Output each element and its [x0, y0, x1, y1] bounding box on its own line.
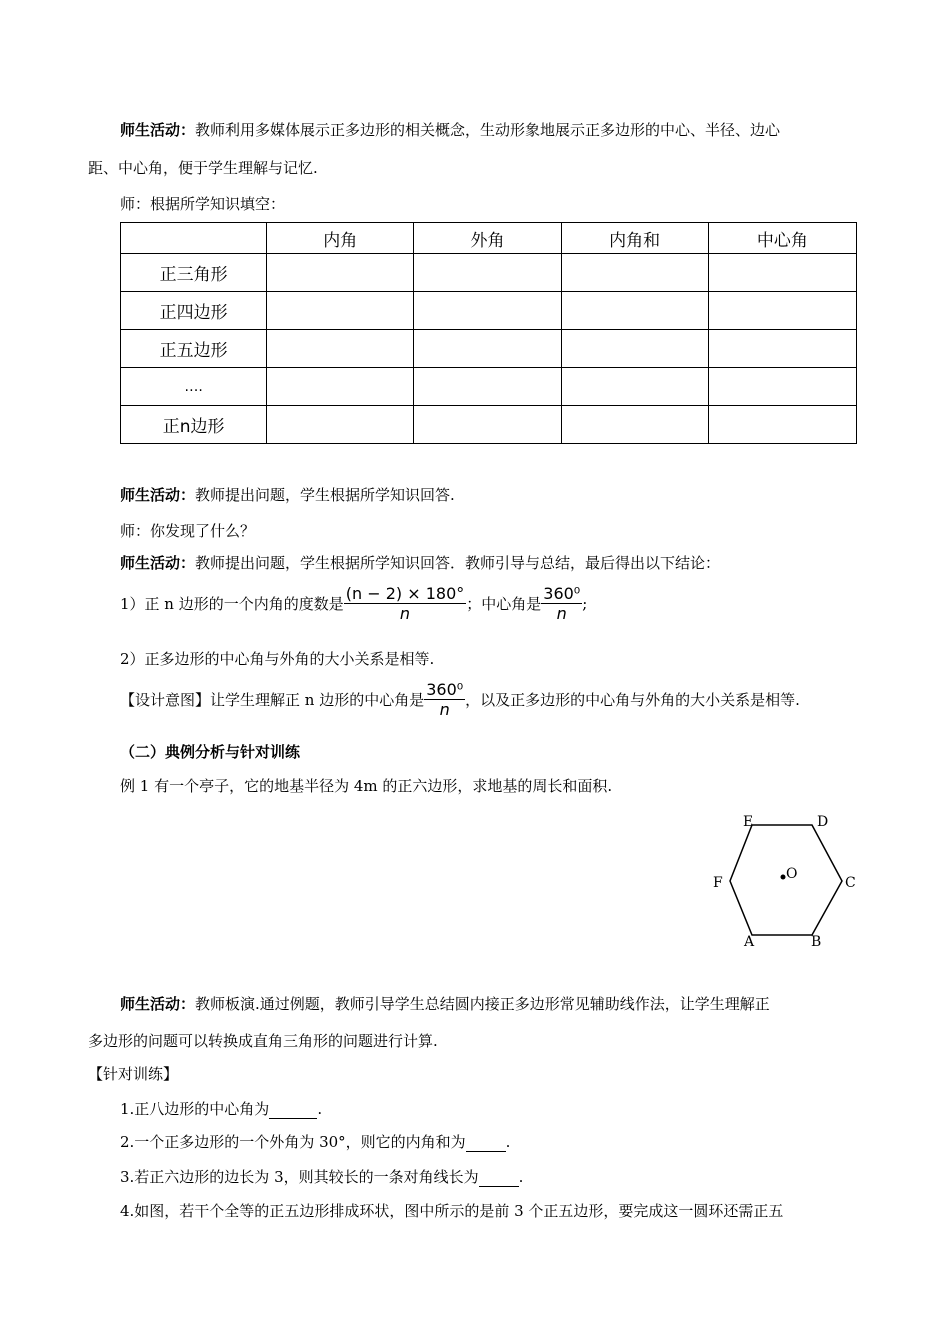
question-2	[120, 1131, 510, 1152]
question-4: 4.如图，若干个全等的正五边形排成环状，图中所示的是前 3 个正五边形，要完成这一圆环还需正五	[120, 1202, 784, 1220]
design-intent	[120, 680, 800, 719]
table-row	[121, 254, 857, 292]
table-cell[interactable]	[267, 406, 414, 444]
label-d: D	[817, 814, 829, 830]
question-1	[120, 1098, 322, 1119]
paragraph-activity-3	[120, 552, 720, 573]
section-heading: （二）典例分析与针对训练	[120, 743, 301, 761]
table-cell[interactable]	[708, 406, 856, 444]
hexagon-figure	[700, 808, 870, 953]
design-intent-fraction	[424, 680, 465, 719]
activity-label: 师生活动：	[120, 995, 196, 1013]
example-1: 例 1 有一个亭子，它的地基半径为 4m 的正六边形，求地基的周长和面积.	[120, 777, 613, 795]
question-end: .	[518, 1168, 524, 1186]
activity-label: 师生活动：	[120, 121, 196, 139]
question-end: .	[317, 1100, 323, 1118]
table-cell[interactable]	[414, 368, 561, 406]
table-cell[interactable]	[267, 292, 414, 330]
conclusion-1-mid: ；中心角是	[466, 595, 542, 613]
table-row	[121, 292, 857, 330]
answer-blank[interactable]	[269, 1100, 317, 1119]
fraction-numerator: (n − 2) × 180°	[345, 584, 465, 603]
row-label: 正四边形	[121, 292, 267, 330]
table-header-cell: 内角	[267, 223, 414, 254]
fraction-denominator: n	[439, 700, 450, 719]
table-cell[interactable]	[267, 254, 414, 292]
paragraph-activity-4	[120, 993, 770, 1014]
teacher-prompt-fill: 师：根据所学知识填空：	[120, 195, 286, 213]
table-cell[interactable]	[267, 368, 414, 406]
answer-blank[interactable]	[466, 1133, 506, 1152]
central-angle-fraction	[541, 584, 582, 623]
table-cell[interactable]	[267, 330, 414, 368]
conclusion-1-pre: 1）正 n 边形的一个内角的度数是	[120, 595, 344, 613]
table-header-cell	[121, 223, 267, 254]
training-title: 【针对训练】	[88, 1065, 179, 1083]
label-o: O	[786, 866, 798, 882]
row-label: 正五边形	[121, 330, 267, 368]
row-label: 正n边形	[121, 406, 267, 444]
activity-text: 教师板演.通过例题，教师引导学生总结圆内接正多边形常见辅助线作法，让学生理解正	[195, 995, 770, 1013]
table-cell[interactable]	[561, 406, 708, 444]
table-header-cell: 外角	[414, 223, 561, 254]
design-intent-post: ，以及正多边形的中心角与外角的大小关系是相等.	[465, 691, 800, 709]
polygon-angle-table	[120, 222, 857, 444]
row-label: ….	[121, 368, 267, 406]
paragraph-activity-4-cont: 多边形的问题可以转换成直角三角形的问题进行计算.	[88, 1032, 438, 1050]
fraction-numerator: 360⁰	[543, 584, 581, 603]
question-end: .	[505, 1133, 511, 1151]
table-cell[interactable]	[708, 368, 856, 406]
table-row	[121, 406, 857, 444]
interior-angle-fraction	[344, 584, 467, 623]
table-cell[interactable]	[414, 406, 561, 444]
table-cell[interactable]	[561, 330, 708, 368]
label-a: A	[744, 934, 755, 950]
label-e: E	[743, 814, 754, 830]
paragraph-activity-2	[120, 484, 455, 505]
activity-text: 教师利用多媒体展示正多边形的相关概念，生动形象地展示正多边形的中心、半径、边心	[195, 121, 781, 139]
table-cell[interactable]	[414, 292, 561, 330]
question-text: 3.若正六边形的边长为 3，则其较长的一条对角线长为	[120, 1168, 479, 1186]
fraction-numerator: 360⁰	[426, 680, 464, 699]
activity-label: 师生活动：	[120, 486, 196, 504]
table-cell[interactable]	[708, 254, 856, 292]
conclusion-2: 2）正多边形的中心角与外角的大小关系是相等.	[120, 650, 435, 668]
table-cell[interactable]	[414, 330, 561, 368]
fraction-denominator: n	[399, 604, 411, 623]
table-row	[121, 368, 857, 406]
center-point	[781, 875, 786, 880]
paragraph-activity-1	[120, 119, 780, 140]
table-cell[interactable]	[414, 254, 561, 292]
design-intent-pre: 【设计意图】让学生理解正 n 边形的中心角是	[120, 691, 425, 709]
conclusion-1	[120, 584, 587, 623]
table-header-cell: 中心角	[708, 223, 856, 254]
label-f: F	[713, 875, 723, 891]
table-cell[interactable]	[561, 254, 708, 292]
table-cell[interactable]	[561, 292, 708, 330]
row-label: 正三角形	[121, 254, 267, 292]
label-c: C	[845, 875, 856, 891]
question-3	[120, 1166, 523, 1187]
table-cell[interactable]	[708, 330, 856, 368]
question-text: 1.正八边形的中心角为	[120, 1100, 270, 1118]
teacher-question: 师：你发现了什么？	[120, 522, 256, 540]
table-cell[interactable]	[708, 292, 856, 330]
table-header-cell: 内角和	[561, 223, 708, 254]
fraction-denominator: n	[556, 604, 567, 623]
table-row	[121, 330, 857, 368]
activity-text: 教师提出问题，学生根据所学知识回答．教师引导与总结，最后得出以下结论：	[195, 554, 721, 572]
table-header-row	[121, 223, 857, 254]
question-text: 2.一个正多边形的一个外角为 30°，则它的内角和为	[120, 1133, 466, 1151]
activity-text: 教师提出问题，学生根据所学知识回答.	[195, 486, 455, 504]
paragraph-activity-1-cont: 距、中心角，便于学生理解与记忆.	[88, 159, 318, 177]
answer-blank[interactable]	[479, 1168, 519, 1187]
label-b: B	[811, 934, 822, 950]
activity-label: 师生活动：	[120, 554, 196, 572]
conclusion-1-post: ;	[582, 594, 588, 613]
table-cell[interactable]	[561, 368, 708, 406]
